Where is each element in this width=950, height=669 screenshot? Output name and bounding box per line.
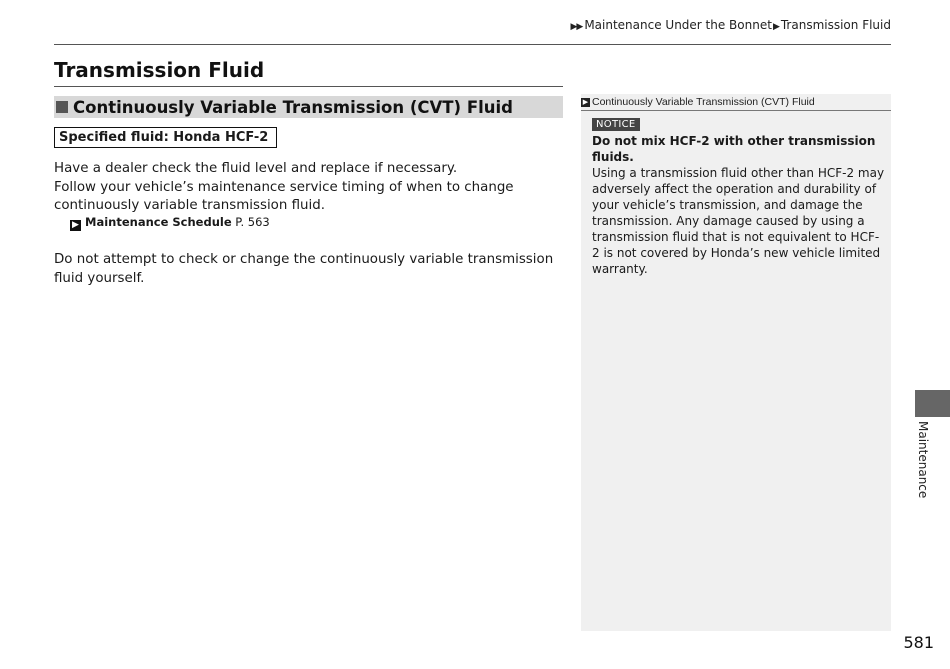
body-line-dealer-check: Have a dealer check the fluid level and replace if necessary.: [54, 161, 458, 176]
sidebar-heading-text: Continuously Variable Transmission (CVT) Fluid: [592, 96, 815, 108]
section-heading: [54, 96, 563, 118]
cross-reference-page: P. 563: [235, 215, 270, 229]
section-heading-text: Continuously Variable Transmission (CVT) Fluid: [73, 97, 513, 117]
cross-reference-label: Maintenance Schedule: [85, 215, 232, 229]
note-marker-icon: ▶: [582, 98, 589, 106]
body-paragraph-2: [54, 251, 559, 288]
chapter-tab-marker[interactable]: [915, 390, 950, 417]
body-line-do-not-attempt: Do not attempt to check or change the continuously variable transmission fluid yourself.: [54, 252, 554, 286]
body-paragraph-1: [54, 160, 559, 216]
cross-reference-icon: ▶: [70, 220, 81, 231]
notice-badge: NOTICE: [592, 118, 640, 131]
breadcrumb-separator-icon: ▶: [772, 22, 780, 32]
notice-text: Using a transmission fluid other than HCF-2 may adversely affect the operation and durability of your vehicle’s transmission, and damage the transmission. Any damage caused by using a transmission fluid that is not equivalent to HCF-2 is not covered by Honda’s new vehicle limited warranty.: [592, 166, 885, 276]
notice-body: [592, 133, 885, 277]
square-bullet-icon: [56, 101, 68, 113]
header-divider: [54, 44, 891, 45]
page-number: 581: [903, 633, 934, 652]
notes-sidebar: [581, 94, 891, 631]
specified-fluid-box: Specified fluid: Honda HCF-2: [54, 127, 277, 148]
body-line-service-timing: Follow your vehicle’s maintenance service timing of when to change continuously variable transmission fluid.: [54, 179, 514, 213]
title-divider: [54, 86, 563, 87]
breadcrumb-item-transmission-fluid[interactable]: Transmission Fluid: [780, 18, 891, 32]
breadcrumb: [570, 18, 891, 32]
sidebar-heading: [581, 94, 891, 111]
chapter-tab-label: Maintenance: [916, 421, 930, 499]
breadcrumb-item-maintenance[interactable]: Maintenance Under the Bonnet: [584, 18, 772, 32]
breadcrumb-arrow-icon: ▶▶: [570, 22, 583, 32]
notice-title: Do not mix HCF-2 with other transmission fluids.: [592, 134, 876, 164]
cross-reference-link[interactable]: [70, 215, 270, 231]
page-title: Transmission Fluid: [54, 58, 265, 82]
